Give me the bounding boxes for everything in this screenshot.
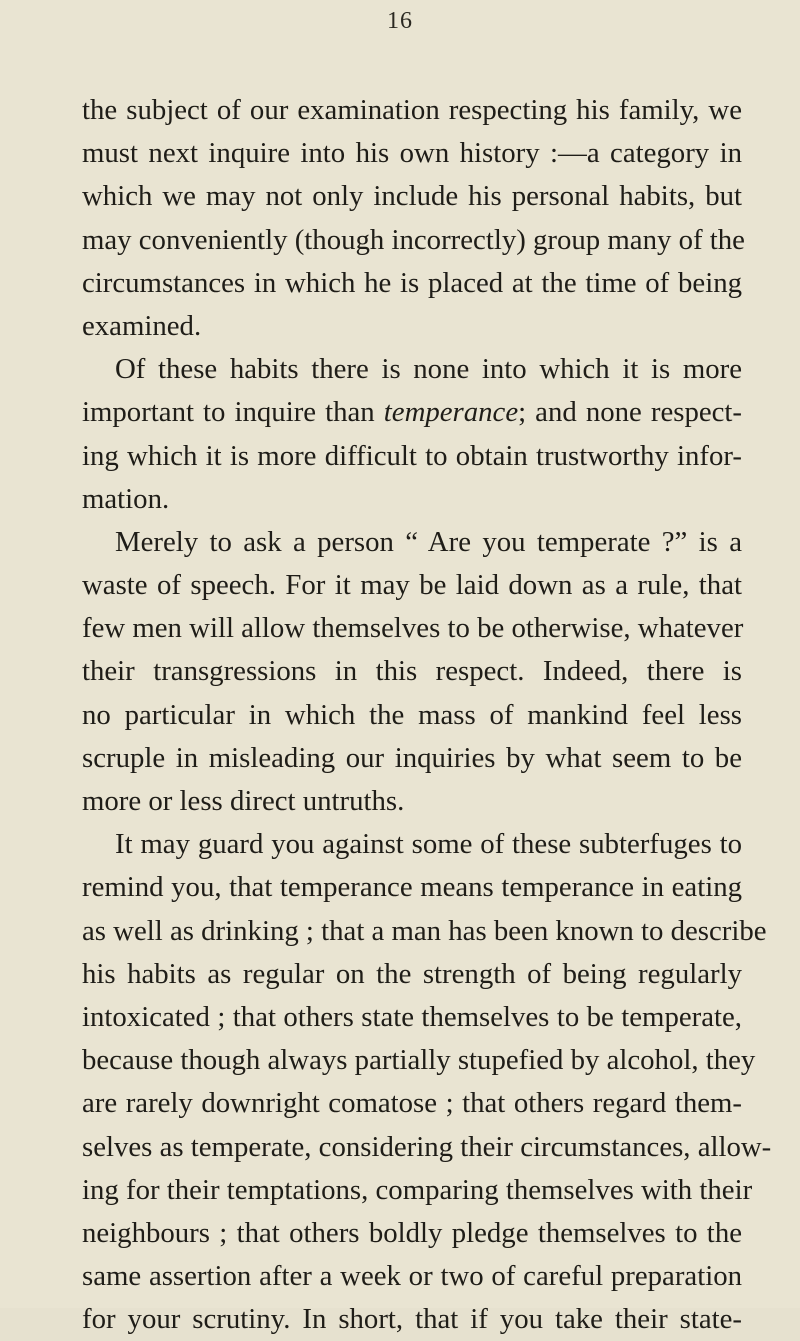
text-line: scruple in misleading our inquiries by what seem to be <box>82 741 742 774</box>
text-line: examined. <box>82 309 202 342</box>
text-line: It may guard you against some of these subterfuges to <box>115 828 742 861</box>
text-line: which we may not only include his personal habits, but <box>82 180 742 213</box>
body-text <box>82 89 772 1341</box>
text-line: are rarely downright comatose ; that others regard them- <box>82 1087 742 1120</box>
text-line: mation. <box>82 482 170 515</box>
emphasis-word: temperance <box>383 396 519 429</box>
text-line: as well as drinking ; that a man has been known to describe <box>82 914 767 947</box>
text-line: more or less direct untruths. <box>82 785 405 817</box>
text-line: waste of speech. For it may be laid down as a rule, that <box>82 569 742 602</box>
text-line: Merely to ask a person “ Are you temperate ?” is a <box>115 525 742 558</box>
text-line: may conveniently (though incorrectly) group many of the <box>82 223 745 256</box>
text-line: the subject of our examination respecting his family, we <box>82 94 742 126</box>
text-line: their transgressions in this respect. Indeed, there is <box>82 655 742 688</box>
page-number: 16 <box>387 8 413 34</box>
text-line: must next inquire into his own history :—a category in <box>82 137 742 170</box>
text-line: ing which it is more difficult to obtain trustworthy infor- <box>82 439 742 472</box>
text-line: circumstances in which he is placed at the time of being <box>82 266 742 299</box>
text-line: neighbours ; that others boldly pledge themselves to the <box>82 1216 742 1249</box>
text-line: ing for their temptations, comparing themselves with their <box>82 1173 753 1206</box>
text-fragment: ; and none respect- <box>518 396 742 429</box>
text-line: his habits as regular on the strength of being regularly <box>82 957 742 990</box>
text-line: Of these habits there is none into which it is more <box>115 353 742 386</box>
text-line: same assertion after a week or two of careful preparation <box>82 1260 742 1293</box>
text-line: intoxicated ; that others state themselves to be temperate, <box>82 1000 742 1033</box>
text-line-with-emphasis <box>82 391 742 434</box>
text-line: no particular in which the mass of mankind feel less <box>82 698 742 731</box>
text-fragment: important to inquire than <box>82 396 384 429</box>
text-line: remind you, that temperance means temperance in eating <box>82 871 742 904</box>
text-line: few men will allow themselves to be otherwise, whatever <box>82 612 744 645</box>
text-line: because though always partially stupefied by alcohol, they <box>82 1044 756 1077</box>
text-line: selves as temperate, considering their circumstances, allow- <box>82 1130 772 1163</box>
text-line: for your scrutiny. In short, that if you take their state- <box>82 1303 742 1336</box>
